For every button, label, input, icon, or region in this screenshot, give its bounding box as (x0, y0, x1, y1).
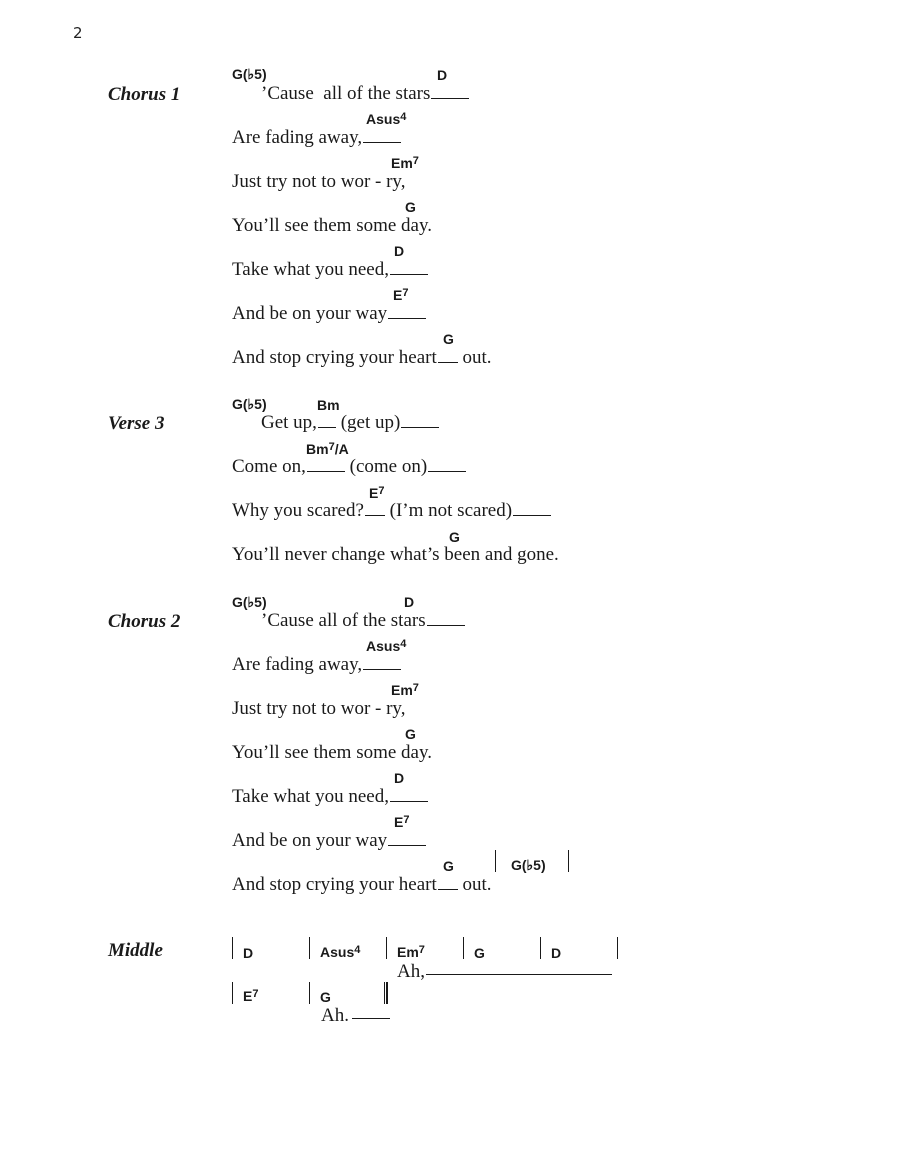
chord-bass: /A (334, 441, 349, 457)
extender-line (390, 800, 428, 802)
bar-line (386, 937, 387, 959)
chord-root: Em (391, 155, 413, 171)
chord-root: Bm (306, 441, 329, 457)
chord-root: E (394, 814, 404, 830)
extender-line (431, 97, 469, 99)
lyric-line (232, 260, 428, 279)
lyric-word: (I’m not scared) (389, 500, 513, 521)
lyric-line: You’ll see them some day. (232, 215, 433, 236)
bar-line (617, 937, 618, 959)
extender-line (390, 273, 428, 275)
lyric-word: (get up) (340, 412, 401, 433)
extender-line (428, 470, 466, 472)
chord-ext: 7 (328, 441, 335, 453)
chord: G (474, 945, 485, 961)
bar-line (309, 937, 310, 959)
extender-line (365, 514, 385, 516)
chord: G(♭5) (232, 594, 267, 610)
lyric-line (232, 304, 426, 323)
chord (320, 945, 360, 960)
bar-line (463, 937, 464, 959)
chord (394, 815, 409, 830)
chord: G (443, 331, 454, 347)
lyric-word: Why you scared? (232, 500, 364, 521)
lyric-word: out. (462, 874, 492, 895)
chord-ext: 4 (400, 111, 407, 123)
chord-root: Asus (366, 638, 401, 654)
lyric-line: Ah. (321, 1005, 349, 1026)
chord-root: E (243, 988, 253, 1004)
lyric-line (261, 84, 469, 103)
section-label-chorus-2: Chorus 2 (108, 611, 181, 632)
chord (393, 288, 408, 303)
chord (306, 442, 349, 457)
extender-line (363, 668, 401, 670)
bar-line (495, 850, 496, 872)
chord-ext: 7 (403, 814, 410, 826)
chord: G (405, 199, 416, 215)
lyric-text: Take what you need, (232, 786, 389, 807)
lyric-word: And stop crying your heart (232, 347, 437, 368)
extender-line (388, 317, 426, 319)
extender-line (363, 141, 401, 143)
chord-ext: 7 (402, 287, 409, 299)
lyric-line: Just try not to wor - ry, (232, 698, 406, 719)
lyric-text: And be on your way (232, 830, 388, 851)
lyric-text: ’Cause all of the stars (261, 610, 426, 631)
chord (369, 486, 384, 501)
chord-ext: 7 (378, 485, 385, 497)
chord (366, 112, 406, 127)
chord: G(♭5) (232, 66, 267, 82)
lyric-line (261, 611, 465, 630)
extender-line (401, 426, 439, 428)
lyric-word: out. (462, 347, 492, 368)
extender-line (513, 514, 551, 516)
chord: G(♭5) (232, 396, 267, 412)
chord-root: Asus (320, 944, 355, 960)
chord (366, 639, 406, 654)
extender-line (438, 888, 458, 890)
bar-line (568, 850, 569, 872)
extender-line (438, 361, 458, 363)
lyric-line (232, 501, 551, 520)
chord: Bm (317, 397, 340, 413)
section-label-verse-3: Verse 3 (108, 413, 165, 434)
chord-root: Em (391, 682, 413, 698)
chord: D (551, 945, 562, 961)
chord: G (449, 529, 460, 545)
extender-line (388, 844, 426, 846)
lyric-text: Take what you need, (232, 259, 389, 280)
lyric-line (261, 413, 439, 432)
chord-ext: 4 (400, 638, 407, 650)
lyric-line (232, 875, 492, 894)
lyric-line: Ah, (397, 961, 425, 982)
chord: D (404, 594, 415, 610)
extender-line (307, 470, 345, 472)
lyric-line: Just try not to wor - ry, (232, 171, 406, 192)
lyric-word: (come on) (349, 456, 428, 477)
extender-line (318, 426, 336, 428)
lyric-word: And stop crying your heart (232, 874, 437, 895)
chord-ext: 4 (354, 944, 361, 956)
lyric-text: And be on your way (232, 303, 388, 324)
lyric-line (232, 655, 401, 674)
chord: G (405, 726, 416, 742)
chord: D (394, 243, 405, 259)
section-label-chorus-1: Chorus 1 (108, 84, 181, 105)
chord: G (320, 989, 331, 1005)
chord-root: E (369, 485, 379, 501)
bar-line (309, 982, 310, 1004)
chord (391, 156, 419, 171)
lyric-word: Come on, (232, 456, 306, 477)
bar-line (232, 982, 233, 1004)
bar-line (540, 937, 541, 959)
lyric-word: Get up, (261, 412, 317, 433)
chord-ext: 7 (418, 944, 425, 956)
chord-ext: 7 (412, 682, 419, 694)
chord-ext: 7 (412, 155, 419, 167)
page-number: 2 (73, 24, 83, 42)
bar-line (232, 937, 233, 959)
chord-root: Em (397, 944, 419, 960)
extender-line (427, 624, 465, 626)
section-label-middle: Middle (108, 940, 163, 961)
extender-line (352, 1018, 390, 1019)
chord: G(♭5) (511, 857, 546, 873)
lyric-line: You’ll see them some day. (232, 742, 433, 763)
chord-root: Asus (366, 111, 401, 127)
lyric-line (232, 457, 466, 476)
chord-ext: 7 (252, 988, 259, 1000)
lyric-line (232, 787, 428, 806)
lyric-line (232, 831, 426, 850)
chord: G (443, 858, 454, 874)
chord: D (243, 945, 254, 961)
chord-root: E (393, 287, 403, 303)
chord (243, 989, 258, 1004)
lyric-text: Are fading away, (232, 127, 363, 148)
lyric-text: Are fading away, (232, 654, 363, 675)
extender-line (426, 974, 612, 975)
lyric-line: You’ll never change what’s been and gone. (232, 544, 559, 565)
lyric-word: ’Cause (261, 83, 314, 104)
lyric-line (232, 128, 401, 147)
chord (391, 683, 419, 698)
chord: D (437, 67, 448, 83)
chord (397, 945, 425, 960)
final-double-bar (384, 982, 388, 1004)
lyric-line (232, 348, 492, 367)
chord: D (394, 770, 405, 786)
lyric-word: all of the stars (323, 83, 431, 104)
